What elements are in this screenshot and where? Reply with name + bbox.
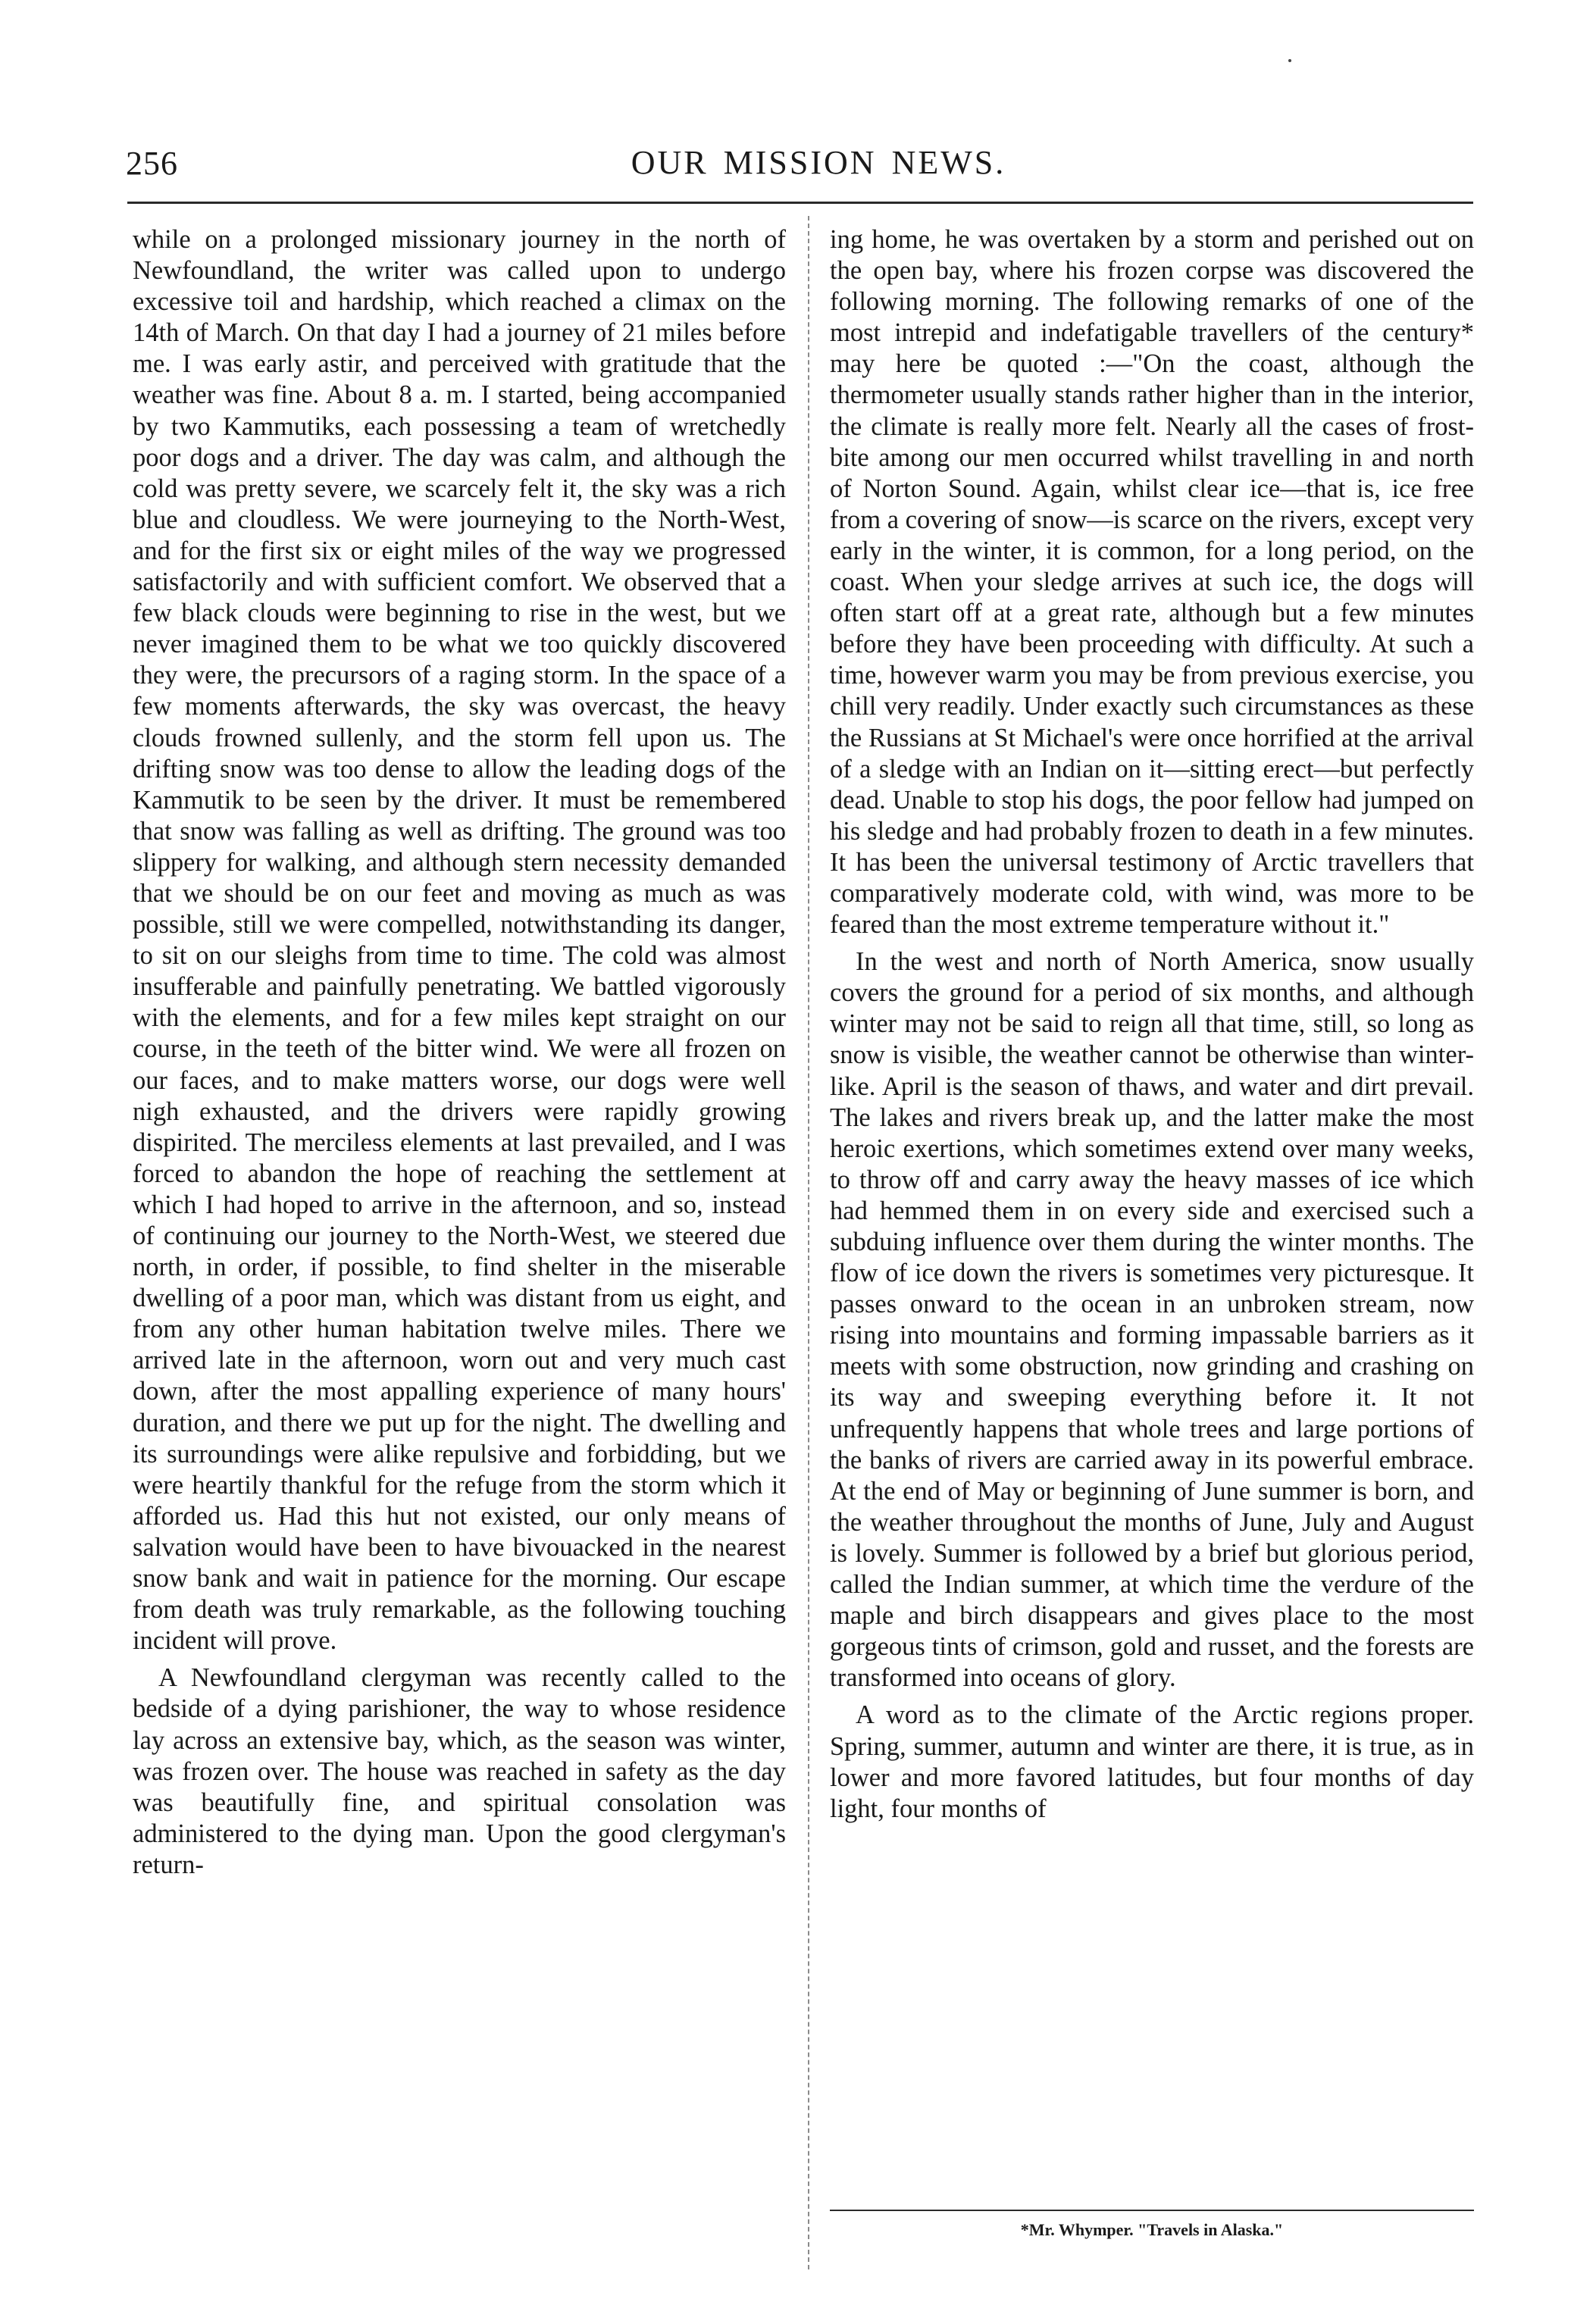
column-divider	[808, 216, 809, 2269]
header-rule	[127, 202, 1473, 204]
right-paragraph-3: A word as to the climate of the Arctic regions proper. Spring, summer, autumn and winter are there, it is true, as in lower and more favored latitudes, but four months of day light, four months of	[830, 1700, 1474, 1823]
left-paragraph-1: while on a prolonged missionary journey in the north of Newfoundland, the writer was called upon to undergo excessive toil and hardship, which reached a climax on the 14th of March. On that day I had a journey of 21 miles before me. I was early astir, and perceived with gratitude that the weather was fine. About 8 a. m. I started, being accompanied by two Kammutiks, each possessing a team of wretchedly poor dogs and a driver. The day was calm, and although the cold was pretty severe, we scarcely felt it, the sky was a rich blue and cloudless. We were journeying to the North-West, and for the first six or eight miles of the way we progressed satisfactorily and with sufficient comfort. We observed that a few black clouds were beginning to rise in the west, but we never imagined them to be what we too quickly discovered they were, the precursors of a raging storm. In the space of a few moments afterwards, the sky was overcast, the heavy clouds frowned sullenly, and the storm fell upon us. The drifting snow was too dense to allow the leading dogs of the Kammutik to be seen by the driver. It must be remembered that snow was falling as well as drifting. The ground was too slippery for walking, and although stern necessity demanded that we should be on our feet and moving as much as was possible, still we were compelled, notwithstanding its danger, to sit on our sleighs from time to time. The cold was almost insufferable and painfully penetrating. We battled vigorously with the elements, and for a few miles kept straight on our course, in the teeth of the bitter wind. We were all frozen on our faces, and to make matters worse, our dogs were well nigh exhausted, and the drivers were rapidly growing dispirited. The merciless elements at last prevailed, and I was forced to abandon the hope of reaching the settlement at which I had hoped to arrive in the afternoon, and so, instead of continuing our journey to the North-West, we steered due north, in order, if possible, to find shelter in the miserable dwelling of a poor man, which was distant from us eight, and from any other human habitation twelve miles. There we arrived late in the afternoon, worn out and very much cast down, after the most appalling experience of many hours' duration, and there we put up for the night. The dwelling and its surroundings were alike repulsive and forbidding, but we were heartily thankful for the refuge from the storm which it afforded us. Had this hut not existed, our only means of salvation would have been to have bivouacked in the nearest snow bank and wait in patience for the morning. Our escape from death was truly remarkable, as the following touching incident will prove.	[133, 225, 786, 1656]
left-column	[133, 224, 786, 1887]
right-column	[830, 224, 1474, 1831]
right-paragraph-1: ing home, he was overtaken by a storm and perished out on the open bay, where his frozen corpse was discovered the following morning. The following remarks of one of the most intrepid and indefatigable travellers of the century* may here be quoted :—"On the coast, although the thermometer usually stands rather higher than in the interior, the climate is really more felt. Nearly all the cases of frost-bite among our men occurred whilst travelling in and north of Norton Sound. Again, whilst clear ice—that is, ice free from a covering of snow—is scarce on the rivers, except very early in the winter, it is common, for a long period, on the coast. When your sledge arrives at such ice, the dogs will often start off at a great rate, although but a few minutes before they have been proceeding with difficulty. At such a time, however warm you may be from previous exercise, you chill very readily. Under exactly such circumstances as these the Russians at St Michael's were once horrified at the arrival of a sledge with an Indian on it—sitting erect—but perfectly dead. Unable to stop his dogs, the poor fellow had jumped on his sledge and had probably frozen to death in a few minutes. It has been the universal testimony of Arctic travellers that comparatively moderate cold, with wind, was more to be feared than the most extreme temperature without it."	[830, 225, 1474, 940]
journal-title: OUR MISSION NEWS.	[631, 144, 1006, 181]
footnote: *Mr. Whymper. "Travels in Alaska."	[1020, 2220, 1284, 2239]
right-paragraph-2: In the west and north of North America, snow usually covers the ground for a period of six months, and although winter may not be said to reign all that time, still, so long as snow is visible, the weather cannot be otherwise than winter-like. April is the season of thaws, and water and dirt prevail. The lakes and rivers break up, and the latter make the most heroic exertions, which sometimes extend over many weeks, to throw off and carry away the heavy masses of ice which had hemmed them in on every side and exercised such a subduing influence over them during the winter months. The flow of ice down the rivers is sometimes very picturesque. It passes onward to the ocean in an unbroken stream, now rising into mountains and forming impassable barriers as it meets with some obstruction, now grinding and crashing on its way and sweeping everything before it. It not unfrequently happens that whole trees and large portions of the banks of rivers are carried away in its powerful embrace. At the end of May or beginning of June summer is born, and the weather throughout the months of June, July and August is lovely. Summer is followed by a brief but glorious period, called the Indian summer, at which time the verdure of the maple and birch disappears and gives place to the most gorgeous tints of crimson, gold and russet, and the forests are transformed into oceans of glory.	[830, 947, 1474, 1693]
left-paragraph-2: A Newfoundland clergyman was recently called to the bedside of a dying parishioner, the way to whose residence lay across an extensive bay, which, as the season was winter, was frozen over. The house was reached in safety as the day was beautifully fine, and spiritual consolation was administered to the dying man. Upon the good clergyman's return-	[133, 1663, 786, 1879]
page-number: 256	[126, 145, 178, 182]
footnote-rule	[830, 2210, 1474, 2211]
page-header	[0, 0, 1596, 197]
